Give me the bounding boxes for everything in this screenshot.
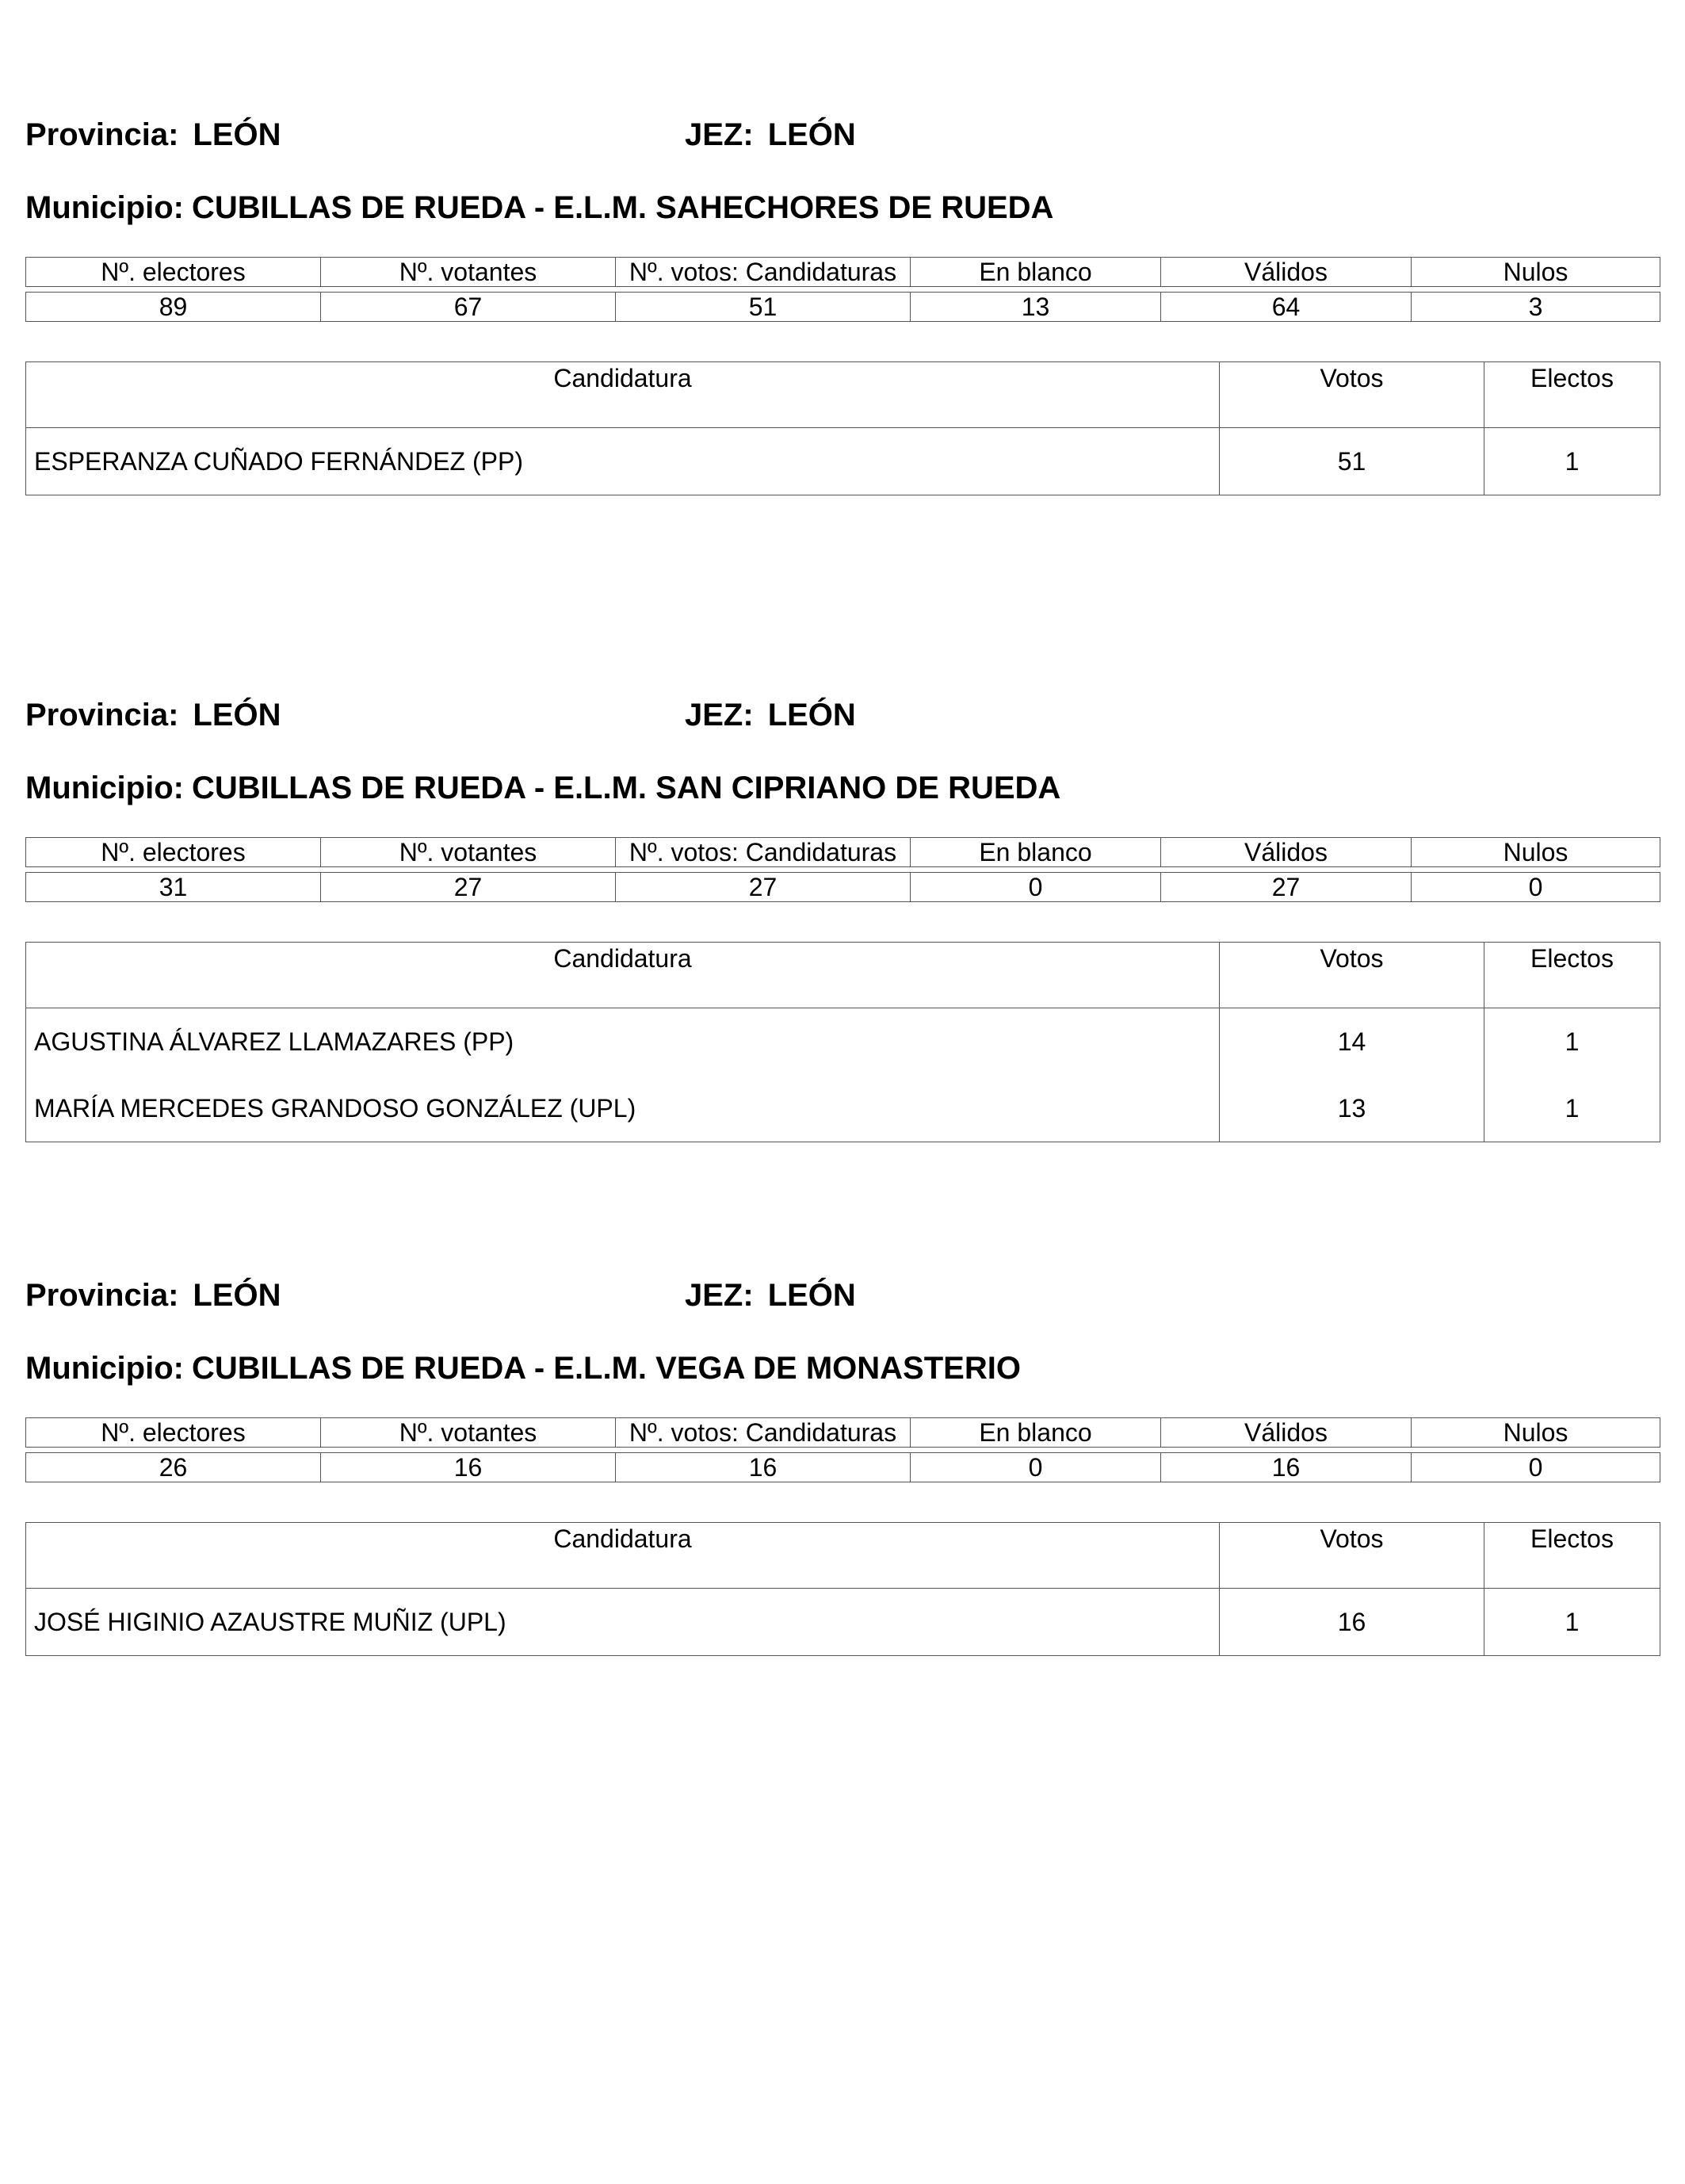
municipio-label: Municipio: [25,1351,184,1386]
stat-value: 64 [1161,293,1412,322]
cand-header: Votos [1220,943,1484,1008]
stats-table [25,1417,1660,1482]
stat-header: Nº. votantes [321,838,616,867]
jez-label: JEZ: [685,117,754,152]
stats-header-row [26,258,1660,287]
municipio-line [25,190,1053,225]
stats-header-row [26,838,1660,867]
candidate-electos: 1 [1484,1075,1660,1142]
candidate-electos: 1 [1484,1008,1660,1076]
jez-line [685,1278,856,1313]
jez-label: JEZ: [685,1278,754,1313]
cand-header: Votos [1220,1523,1484,1589]
stat-header: Nº. votos: Candidaturas [616,258,911,287]
cand-header: Electos [1484,362,1660,428]
stat-value: 51 [616,293,911,322]
stats-table [25,837,1660,902]
stat-header: En blanco [911,1418,1161,1448]
stat-header: Válidos [1161,838,1412,867]
stat-header: Nulos [1412,838,1660,867]
candidate-row [26,1589,1660,1656]
candidate-name: AGUSTINA ÁLVAREZ LLAMAZARES (PP) [26,1008,1220,1076]
stat-header: Nulos [1412,258,1660,287]
stat-header: En blanco [911,838,1161,867]
stats-header-row [26,1418,1660,1448]
candidate-name: ESPERANZA CUÑADO FERNÁNDEZ (PP) [26,428,1220,495]
stat-value: 0 [1412,1453,1660,1482]
stat-header: Nº. electores [26,258,321,287]
cand-header: Candidatura [26,362,1220,428]
municipio-label: Municipio: [25,771,184,805]
stat-value: 89 [26,293,321,322]
stat-value: 16 [616,1453,911,1482]
candidate-row [26,1008,1660,1076]
jez-label: JEZ: [685,698,754,732]
candidate-votos: 51 [1220,428,1484,495]
stat-header: Nº. electores [26,1418,321,1448]
candidate-row [26,1075,1660,1142]
stat-value: 13 [911,293,1161,322]
candidate-row [26,428,1660,495]
stat-value: 31 [26,873,321,902]
provincia-line [25,1278,281,1313]
municipio-value: CUBILLAS DE RUEDA - E.L.M. VEGA DE MONASTERIO [191,1351,1021,1386]
candidates-table [25,361,1660,495]
cand-header: Electos [1484,943,1660,1008]
stat-value: 67 [321,293,616,322]
municipio-line [25,1351,1021,1386]
provincia-value: LEÓN [193,1278,281,1313]
jez-value: LEÓN [767,1278,856,1313]
stat-value: 27 [321,873,616,902]
stat-header: Nº. votos: Candidaturas [616,1418,911,1448]
stat-value: 0 [911,1453,1161,1482]
municipio-value: CUBILLAS DE RUEDA - E.L.M. SAN CIPRIANO DE RUEDA [191,771,1061,805]
stat-header: En blanco [911,258,1161,287]
provincia-label: Provincia: [25,1278,179,1313]
municipio-line [25,771,1060,805]
provincia-line [25,698,281,732]
stat-header: Nulos [1412,1418,1660,1448]
jez-line [685,698,856,732]
provincia-label: Provincia: [25,117,179,152]
municipio-value: CUBILLAS DE RUEDA - E.L.M. SAHECHORES DE RUEDA [191,190,1054,225]
jez-value: LEÓN [767,698,856,732]
stat-value: 0 [911,873,1161,902]
stats-table [25,257,1660,322]
jez-line [685,117,856,152]
stat-value: 27 [1161,873,1412,902]
candidates-header-row [26,943,1660,1008]
provincia-line [25,117,281,152]
stat-value: 27 [616,873,911,902]
jez-value: LEÓN [767,117,856,152]
stat-value: 26 [26,1453,321,1482]
candidate-name: JOSÉ HIGINIO AZAUSTRE MUÑIZ (UPL) [26,1589,1220,1656]
cand-header: Candidatura [26,943,1220,1008]
stat-header: Nº. votantes [321,1418,616,1448]
cand-header: Candidatura [26,1523,1220,1589]
municipio-label: Municipio: [25,190,184,225]
stats-value-row [26,873,1660,902]
candidate-votos: 14 [1220,1008,1484,1076]
provincia-label: Provincia: [25,698,179,732]
candidates-table [25,1522,1660,1656]
stat-value: 16 [1161,1453,1412,1482]
provincia-value: LEÓN [193,698,281,732]
candidates-table [25,942,1660,1142]
stat-header: Válidos [1161,258,1412,287]
candidate-name: MARÍA MERCEDES GRANDOSO GONZÁLEZ (UPL) [26,1075,1220,1142]
stat-header: Nº. electores [26,838,321,867]
candidate-votos: 16 [1220,1589,1484,1656]
candidates-header-row [26,362,1660,428]
candidate-votos: 13 [1220,1075,1484,1142]
stat-header: Nº. votos: Candidaturas [616,838,911,867]
candidate-electos: 1 [1484,1589,1660,1656]
stat-value: 0 [1412,873,1660,902]
provincia-value: LEÓN [193,117,281,152]
candidate-electos: 1 [1484,428,1660,495]
stat-value: 3 [1412,293,1660,322]
stats-value-row [26,293,1660,322]
cand-header: Electos [1484,1523,1660,1589]
stat-header: Nº. votantes [321,258,616,287]
stat-header: Válidos [1161,1418,1412,1448]
stat-value: 16 [321,1453,616,1482]
candidates-header-row [26,1523,1660,1589]
cand-header: Votos [1220,362,1484,428]
stats-value-row [26,1453,1660,1482]
